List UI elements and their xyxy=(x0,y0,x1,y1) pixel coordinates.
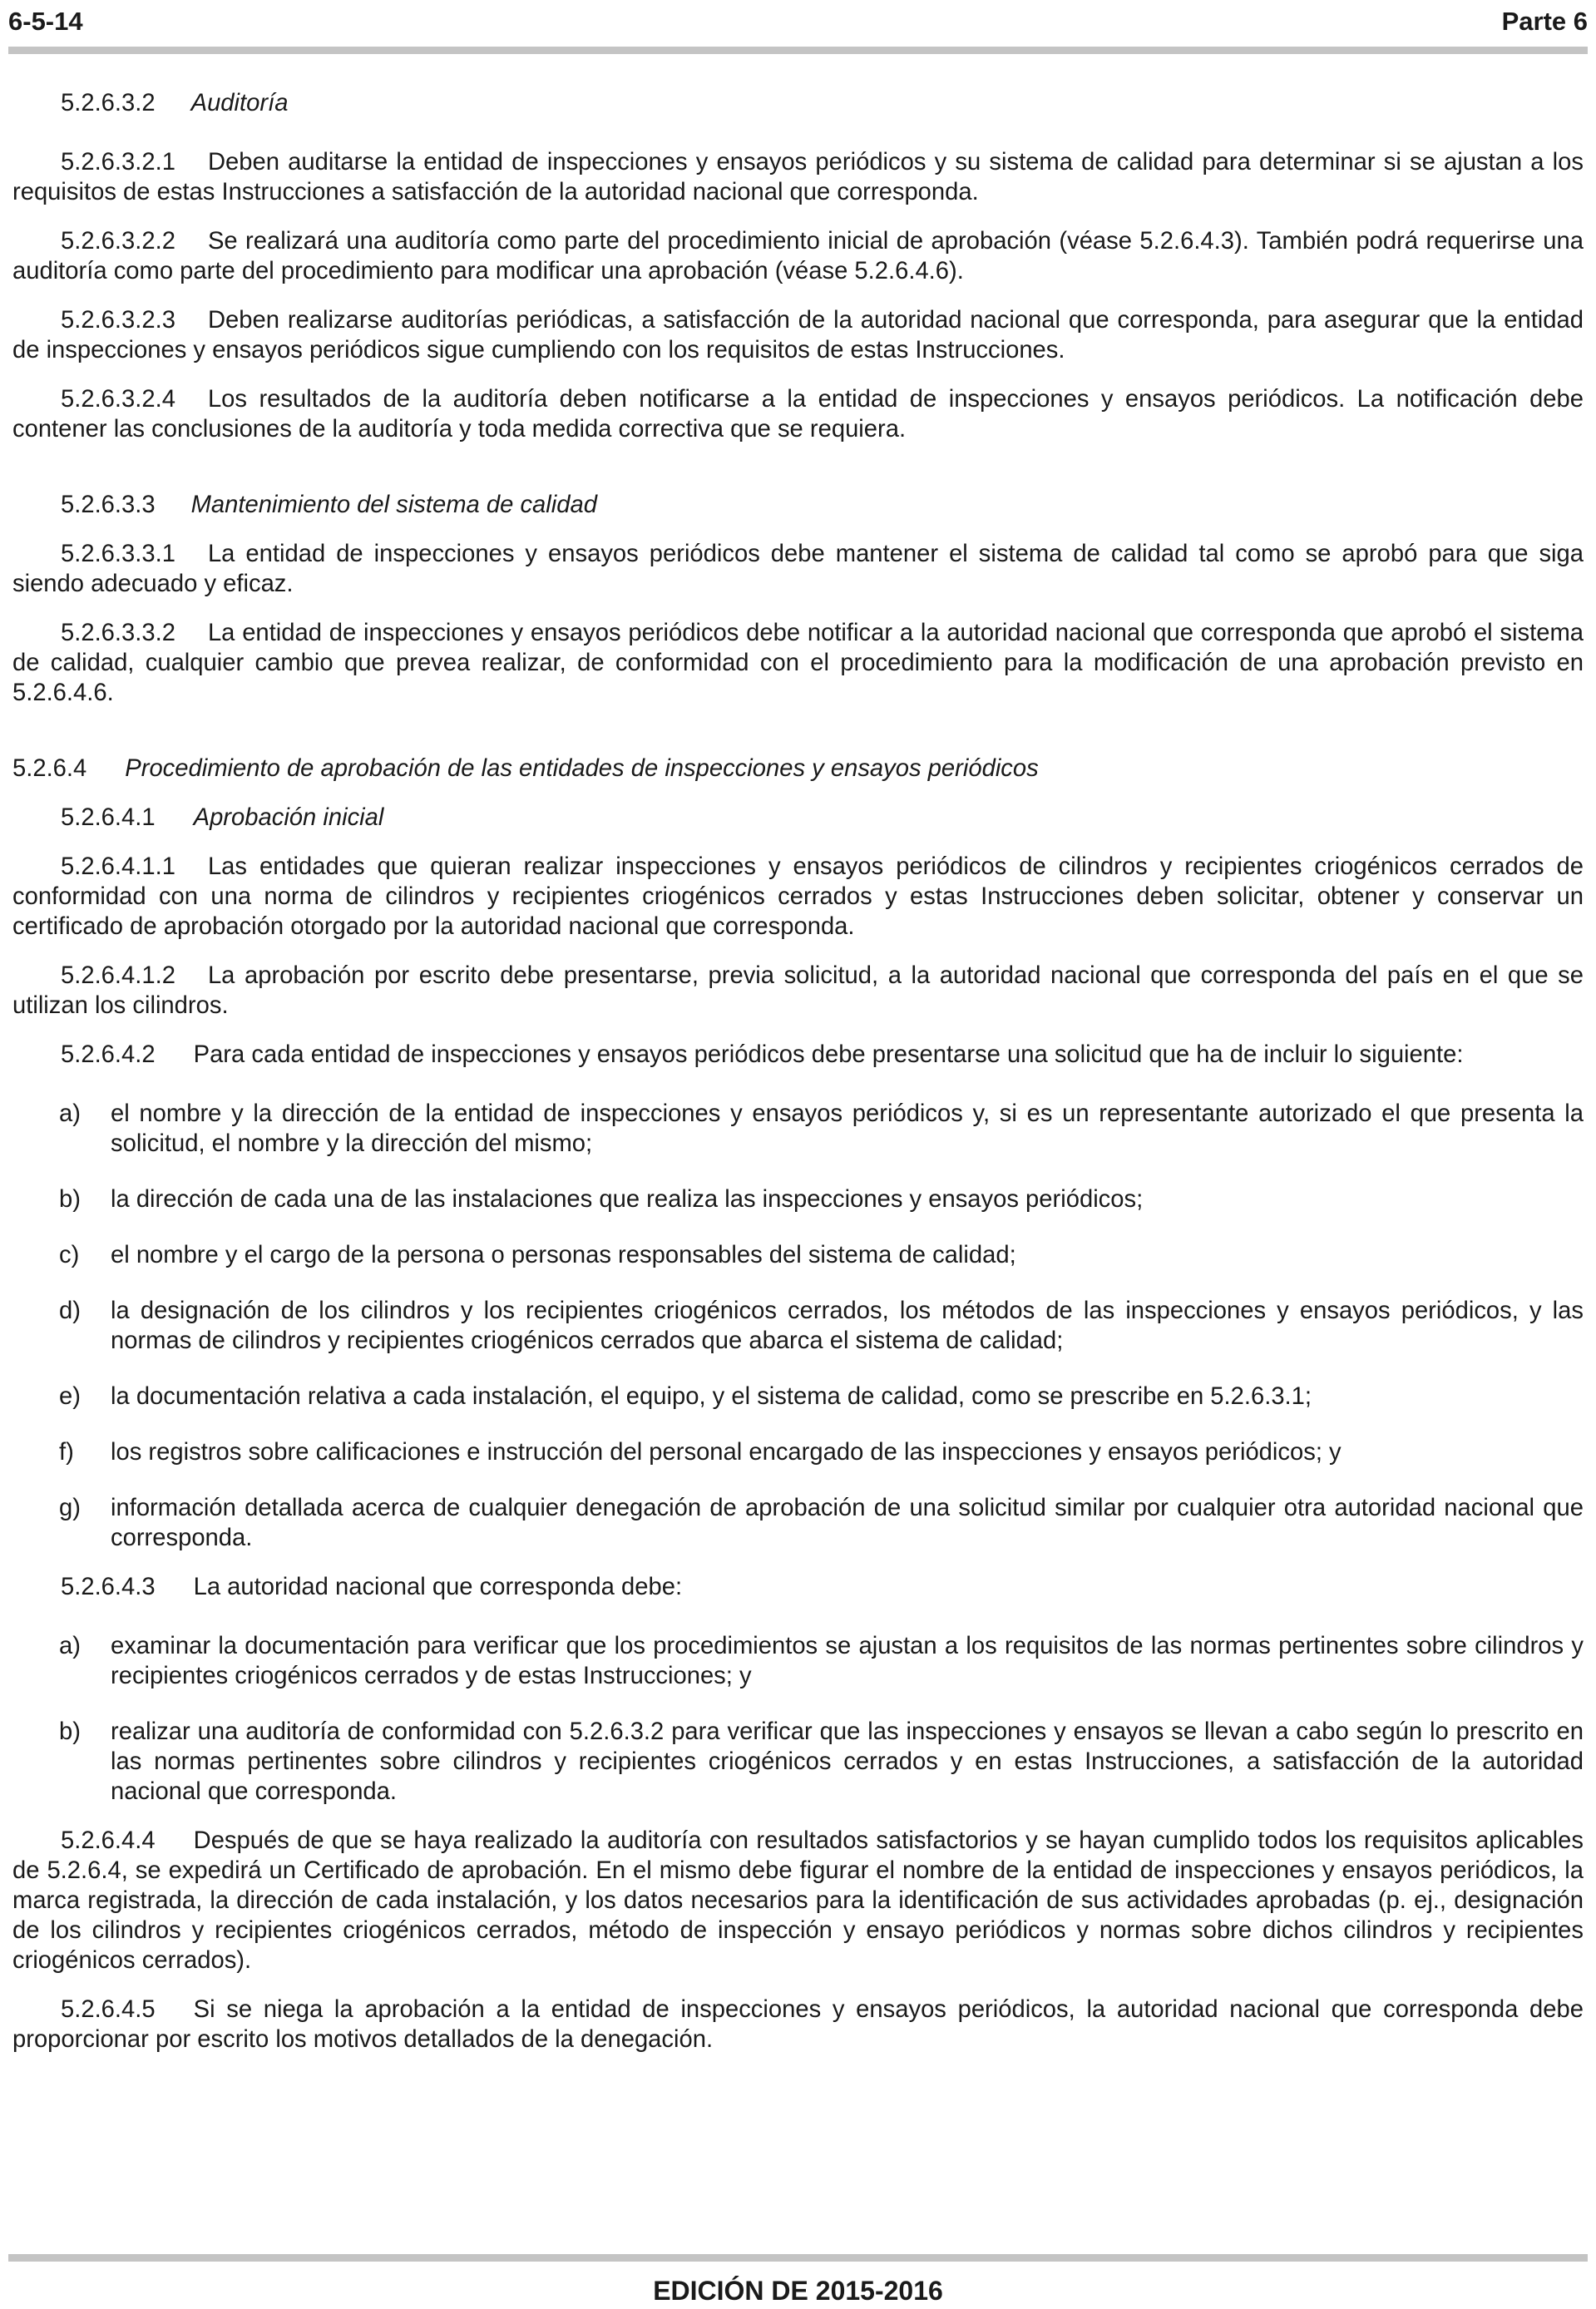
paragraph-text: La aprobación por escrito debe presentarse, previa solicitud, a la autoridad nacional que corresponda del país en el que se utilizan los cilindros. xyxy=(12,962,1584,1019)
page-number: 6-5-14 xyxy=(8,7,83,36)
paragraph-number: 5.2.6.3.2.3 xyxy=(61,307,175,334)
section-number: 5.2.6.4 xyxy=(12,755,87,782)
list-item-letter: d) xyxy=(59,1298,81,1324)
list-item xyxy=(12,1493,1584,1553)
paragraph xyxy=(12,852,1584,942)
paragraph xyxy=(12,305,1584,365)
paragraph-text: Se realizará una auditoría como parte del procedimiento inicial de aprobación (véase 5.2.6.4.3). También podrá requerirse una auditoría como parte del procedimiento para modificar una aprobación (véase 5.2.6.4.6). xyxy=(12,228,1584,284)
paragraph-text: Deben realizarse auditorías periódicas, a satisfacción de la autoridad nacional que corresponda, para asegurar que la entidad de inspecciones y ensayos periódicos sigue cumpliendo con los requisitos de estas Instrucciones. xyxy=(12,307,1584,363)
page-header xyxy=(8,5,1588,38)
section-heading xyxy=(12,490,1584,520)
footer-rule xyxy=(8,2254,1588,2262)
paragraph-text: La entidad de inspecciones y ensayos periódicos debe notificar a la autoridad nacional que corresponda que aprobó el sistema de calidad, cualquier cambio que prevea realizar, de conformidad con el procedimiento para la modificación de una aprobación previsto en 5.2.6.4.6. xyxy=(12,620,1584,706)
list-item xyxy=(12,1240,1584,1270)
paragraph-number: 5.2.6.4.1.1 xyxy=(61,853,175,880)
paragraph-number: 5.2.6.4.2 xyxy=(61,1041,156,1068)
list-item-letter: g) xyxy=(59,1495,81,1521)
paragraph-text: Para cada entidad de inspecciones y ensayos periódicos debe presentarse una solicitud que ha de incluir lo siguiente: xyxy=(193,1041,1464,1068)
paragraph-number: 5.2.6.3.2.1 xyxy=(61,149,175,176)
paragraph-text: Deben auditarse la entidad de inspecciones y ensayos periódicos y su sistema de calidad para determinar si se ajustan a los requisitos de estas Instrucciones a satisfacción de la autoridad nacional que corresponda. xyxy=(12,149,1584,205)
list-item-letter: e) xyxy=(59,1383,81,1410)
list-item-text: la documentación relativa a cada instalación, el equipo, y el sistema de calidad, como se prescribe en 5.2.6.3.1; xyxy=(111,1383,1312,1410)
authority-list xyxy=(12,1631,1584,1807)
list-item xyxy=(12,1184,1584,1214)
paragraph xyxy=(12,147,1584,207)
paragraph-number: 5.2.6.3.3.1 xyxy=(61,541,175,567)
paragraph xyxy=(12,226,1584,286)
section-title: Aprobación inicial xyxy=(193,804,384,831)
list-item xyxy=(12,1296,1584,1356)
paragraph-number: 5.2.6.3.2.2 xyxy=(61,228,175,255)
paragraph xyxy=(12,1826,1584,1975)
list-item-text: el nombre y la dirección de la entidad de inspecciones y ensayos periódicos y, si es un representante autorizado el que presenta la solicitud, el nombre y la dirección del mismo; xyxy=(111,1100,1584,1157)
paragraph-text: La autoridad nacional que corresponda debe: xyxy=(193,1574,683,1600)
paragraph-number: 5.2.6.4.4 xyxy=(61,1827,156,1854)
paragraph-number: 5.2.6.4.5 xyxy=(61,1996,156,2023)
paragraph xyxy=(12,1572,1584,1602)
list-item-letter: c) xyxy=(59,1242,80,1268)
list-item-letter: a) xyxy=(59,1633,81,1659)
section-heading xyxy=(12,88,1584,118)
paragraph-text: Las entidades que quieran realizar inspecciones y ensayos periódicos de cilindros y recipientes criogénicos cerrados de conformidad con una norma de cilindros y recipientes criogénicos cerrados y estas Instrucciones deben solicitar, obtener y conservar un certificado de aprobación otorgado por la autoridad nacional que corresponda. xyxy=(12,853,1584,940)
list-item xyxy=(12,1437,1584,1467)
paragraph xyxy=(12,1040,1584,1070)
paragraph xyxy=(12,539,1584,599)
list-item-letter: b) xyxy=(59,1186,81,1213)
part-label: Parte 6 xyxy=(1501,7,1588,36)
edition-footer: EDICIÓN DE 2015-2016 xyxy=(653,2276,943,2306)
list-item xyxy=(12,1717,1584,1807)
section-number: 5.2.6.3.2 xyxy=(61,90,156,116)
document-body xyxy=(12,88,1584,2054)
paragraph-text: La entidad de inspecciones y ensayos periódicos debe mantener el sistema de calidad tal como se aprobó para que siga siendo adecuado y eficaz. xyxy=(12,541,1584,597)
paragraph xyxy=(12,1995,1584,2054)
header-rule xyxy=(8,47,1588,54)
paragraph xyxy=(12,384,1584,444)
paragraph xyxy=(12,961,1584,1021)
list-item xyxy=(12,1382,1584,1412)
list-item-text: la designación de los cilindros y los recipientes criogénicos cerrados, los métodos de las inspecciones y ensayos periódicos, y las normas de cilindros y recipientes criogénicos cerrados que abarca el sistema de calidad; xyxy=(111,1298,1584,1354)
list-item-text: información detallada acerca de cualquier denegación de aprobación de una solicitud similar por cualquier otra autoridad nacional que corresponda. xyxy=(111,1495,1584,1551)
paragraph-number: 5.2.6.4.1.2 xyxy=(61,962,175,989)
list-item xyxy=(12,1631,1584,1691)
section-heading xyxy=(12,803,1584,833)
list-item-text: la dirección de cada una de las instalaciones que realiza las inspecciones y ensayos periódicos; xyxy=(111,1186,1144,1213)
list-item-text: examinar la documentación para verificar que los procedimientos se ajustan a los requisitos de las normas pertinentes sobre cilindros y recipientes criogénicos cerrados y de estas Instrucciones; y xyxy=(111,1633,1584,1689)
list-item xyxy=(12,1099,1584,1159)
paragraph-text: Si se niega la aprobación a la entidad de inspecciones y ensayos periódicos, la autoridad nacional que corresponda debe proporcionar por escrito los motivos detallados de la denegación. xyxy=(12,1996,1584,2053)
section-title: Mantenimiento del sistema de calidad xyxy=(190,492,597,518)
list-item-text: los registros sobre calificaciones e instrucción del personal encargado de las inspecciones y ensayos periódicos; y xyxy=(111,1439,1342,1466)
list-item-letter: b) xyxy=(59,1718,81,1745)
paragraph xyxy=(12,618,1584,708)
list-item-text: realizar una auditoría de conformidad con 5.2.6.3.2 para verificar que las inspecciones y ensayos se llevan a cabo según lo prescrito en las normas pertinentes sobre cilindros y recipientes criogénicos cerrados y en estas Instrucciones, a satisfacción de la autoridad nacional que corresponda. xyxy=(111,1718,1584,1805)
paragraph-number: 5.2.6.3.3.2 xyxy=(61,620,175,646)
list-item-text: el nombre y el cargo de la persona o personas responsables del sistema de calidad; xyxy=(111,1242,1016,1268)
section-title: Auditoría xyxy=(190,90,289,116)
section-number: 5.2.6.3.3 xyxy=(61,492,156,518)
list-item-letter: a) xyxy=(59,1100,81,1127)
paragraph-number: 5.2.6.3.2.4 xyxy=(61,386,175,413)
section-number: 5.2.6.4.1 xyxy=(61,804,156,831)
section-heading xyxy=(12,754,1584,784)
list-item-letter: f) xyxy=(59,1439,74,1466)
paragraph-text: Los resultados de la auditoría deben notificarse a la entidad de inspecciones y ensayos periódicos. La notificación debe contener las conclusiones de la auditoría y toda medida correctiva que se requiera. xyxy=(12,386,1584,443)
paragraph-text: Después de que se haya realizado la auditoría con resultados satisfactorios y se hayan cumplido todos los requisitos aplicables de 5.2.6.4, se expedirá un Certificado de aprobación. En el mismo debe figurar el nombre de la entidad de inspecciones y ensayos periódicos, la marca registrada, la dirección de cada instalación, y los datos necesarios para la identificación de sus actividades aprobadas (p. ej., designación de los cilindros y recipientes criogénicos cerrados, método de inspección y ensayo periódicos y normas sobre dichos cilindros y recipientes criogénicos cerrados). xyxy=(12,1827,1584,1974)
paragraph-number: 5.2.6.4.3 xyxy=(61,1574,156,1600)
requirements-list xyxy=(12,1099,1584,1553)
section-title: Procedimiento de aprobación de las entidades de inspecciones y ensayos periódicos xyxy=(125,755,1039,782)
